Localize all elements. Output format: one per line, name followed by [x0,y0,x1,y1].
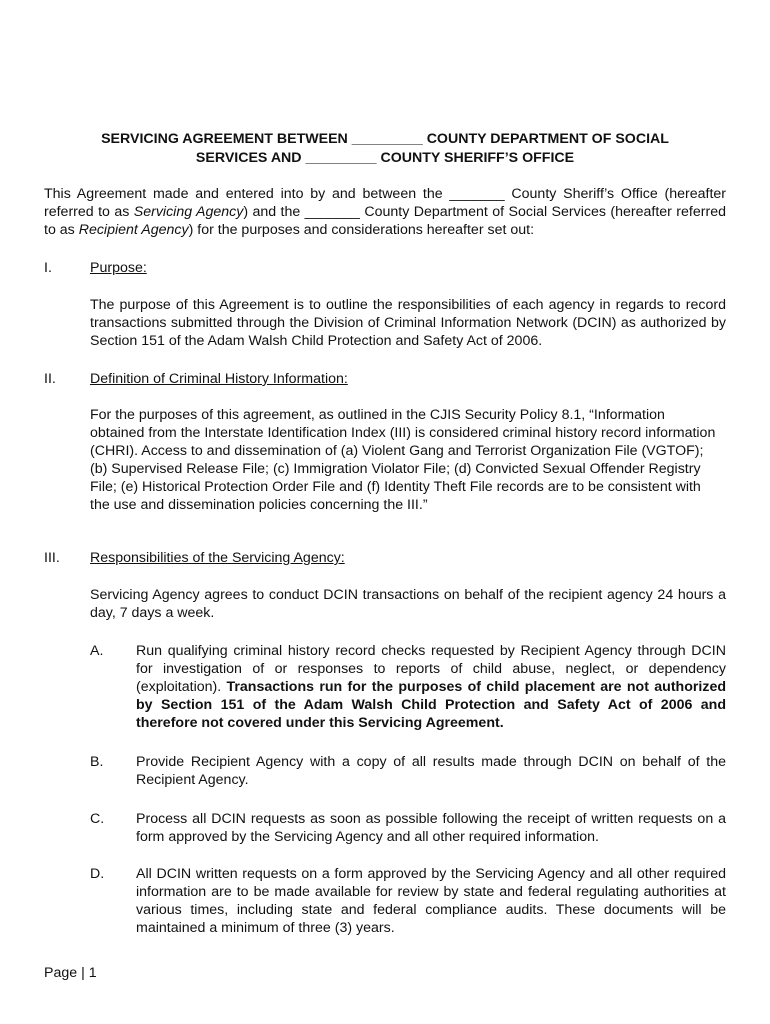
section-paragraph-definition [90,406,718,514]
item-body [136,642,726,732]
item-text: Process all DCIN requests as soon as possible following the receipt of written requests on a form approved by the Servicing Agency and all other required information. [136,811,726,845]
item-body [136,865,726,937]
intro-paragraph [44,185,726,239]
item-letter: C. [90,811,105,827]
section-number: II. [44,371,56,387]
item-body [136,753,726,789]
item-letter: D. [90,866,105,882]
title-line-1: SERVICING AGREEMENT BETWEEN _________ COUNTY DEPARTMENT OF SOCIAL [101,131,669,147]
intro-term-recipient-agency: Recipient Agency [78,222,189,238]
section-title: Definition of Criminal History Information: [90,371,348,387]
item-body [136,810,726,846]
section-text: The purpose of this Agreement is to outline the responsibilities of each agency in regards to record transactions submitted through the Division of Criminal Information Network (DCIN) as authorized by Section 151 of the Adam Walsh Child Protection and Safety Act of 2006. [90,297,726,349]
intro-text-1: This Agreement made and entered into by and between the _______ County Sheriff’s Office (hereafter referred to as [44,186,726,220]
section-paragraph-responsibilities [90,586,726,622]
section-paragraph-purpose [90,296,726,350]
item-letter: B. [90,754,104,770]
document-title [44,130,726,168]
item-text: Provide Recipient Agency with a copy of all results made through DCIN on behalf of the Recipient Agency. [136,754,726,788]
item-letter: A. [90,643,104,659]
item-text: All DCIN written requests on a form approved by the Servicing Agency and all other required information are to be made available for review by state and federal regulating authorities at various times, including state and federal compliance audits. These documents will be maintained a minimum of three (3) years. [136,866,726,936]
page-footer: Page | 1 [44,965,97,981]
section-number: I. [44,260,52,276]
item-bold-text: Transactions run for the purposes of child placement are not authorized by Section 151 of the Adam Walsh Child Protection and Safety Act of 2006 and therefore not covered under this Servicing Agreement. [136,679,726,731]
section-text: Servicing Agency agrees to conduct DCIN transactions on behalf of the recipient agency 24 hours a day, 7 days a week. [90,587,726,621]
title-line-2: SERVICES AND _________ COUNTY SHERIFF’S OFFICE [195,150,575,166]
intro-text-3: ) for the purposes and considerations hereafter set out: [188,222,535,238]
section-text: For the purposes of this agreement, as outlined in the CJIS Security Policy 8.1, “Information obtained from the Interstate Identification Index (III) is considered criminal history record information (CHRI). Access to and dissemination of (a) Violent Gang and Terrorist Organization File (VGTOF); (b) Supervised Release File; (c) Immigration Violator File; (d) Convicted Sexual Offender Registry File; (e) Historical Protection Order File and (f) Identity Theft File records are to be consistent with the use and dissemination policies concerning the III.” [90,407,716,513]
item-text: Run qualifying criminal history record checks requested by Recipient Agency through DCIN for investigation of or responses to reports of child abuse, neglect, or dependency (exploitation). [136,643,726,695]
intro-text-2: ) and the _______ County Department of Social Services (hereafter referred to as [44,204,726,238]
section-title: Purpose: [90,260,147,276]
intro-term-servicing-agency: Servicing Agency [133,204,244,220]
section-number: III. [44,550,60,566]
section-title: Responsibilities of the Servicing Agency: [90,550,345,566]
